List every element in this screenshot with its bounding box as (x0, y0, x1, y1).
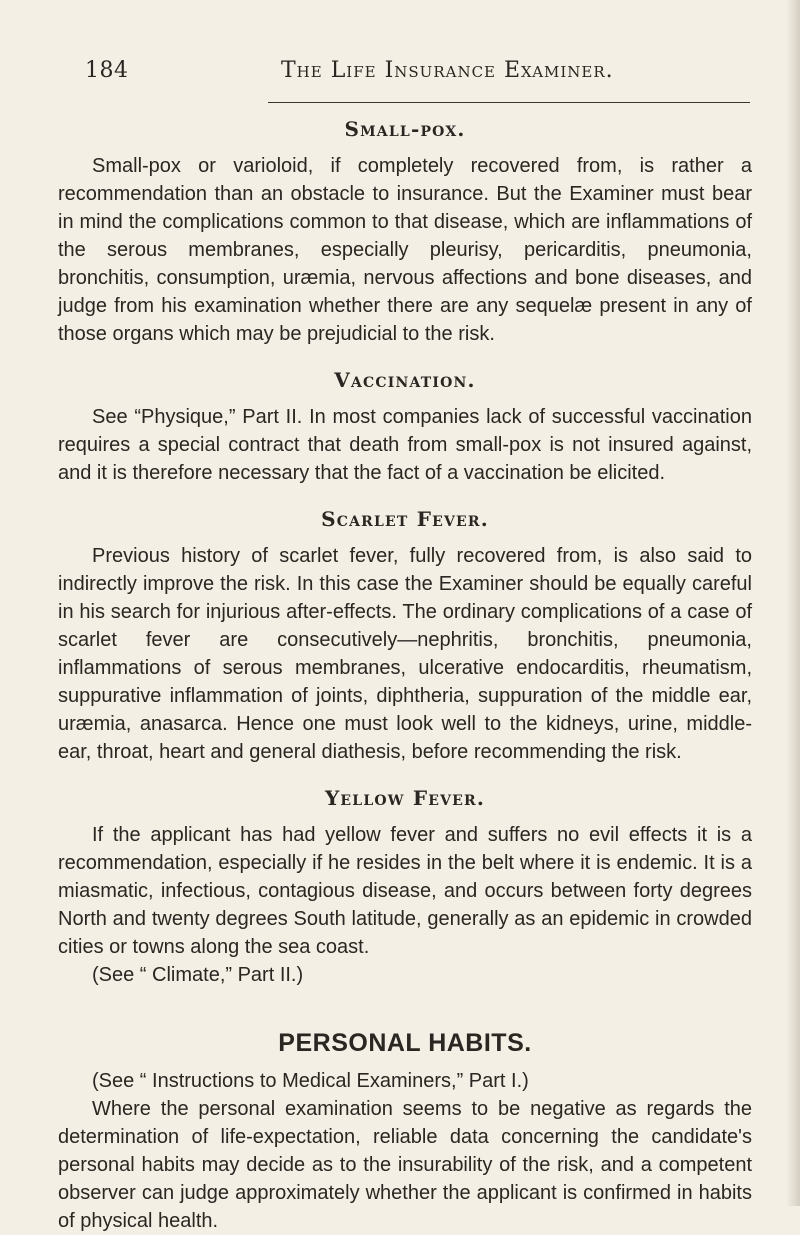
section-gap (58, 487, 752, 504)
paragraph-personal-habits: Where the personal examination seems to be negative as regards the determination of life-expectation, reliable data concerning the candidate's personal habits may decide as to the insurability of the risk, and a competent observer can judge approximately whether the applicant is confirmed in habits of physical health. (58, 1098, 752, 1232)
heading-personal-habits: PERSONAL HABITS. (278, 1029, 532, 1057)
paragraph-smallpox: Small-pox or varioloid, if completely recovered from, is rather a recommendation than an obstacle to insurance. But the Examiner must bear in mind the complications common to that disease, which are inflammations of the serous membranes, especially pleurisy, pericarditis, pneumonia, bronchitis, consumption, uræmia, nervous affections and bone diseases, and judge from his examination whether there are any sequelæ present in any of those organs which may be prejudicial to the risk. (58, 155, 752, 345)
body-text (58, 114, 752, 1235)
heading-smallpox: Small-pox. (344, 117, 466, 141)
reference-climate: (See “ Climate,” Part II.) (92, 964, 304, 986)
heading-scarlet-fever: Scarlet Fever. (321, 507, 489, 531)
running-head (85, 58, 745, 88)
heading-vaccination: Vaccination. (334, 368, 476, 392)
section-gap (58, 766, 752, 783)
section-gap (58, 989, 752, 1023)
page-edge-shadow (786, 0, 800, 1206)
heading-yellow-fever: Yellow Fever. (324, 786, 486, 810)
paragraph-vaccination: See “Physique,” Part II. In most companies lack of successful vaccination requires a special contract that death from small-pox is not insured against, and it is therefore necessary that the fact of a vaccination be elicited. (58, 406, 752, 484)
header-rule (268, 102, 750, 103)
page-number: 184 (85, 58, 129, 83)
paragraph-yellow-fever: If the applicant has had yellow fever and suffers no evil effects it is a recommendation, especially if he resides in the belt where it is endemic. It is a miasmatic, infectious, contagious disease, and occurs between forty degrees North and twenty degrees South latitude, generally as an epidemic in crowded cities or towns along the sea coast. (58, 824, 752, 958)
reference-instructions: (See “ Instructions to Medical Examiners,” Part I.) (92, 1070, 529, 1092)
running-title: The Life Insurance Examiner. (281, 58, 614, 83)
section-gap (58, 348, 752, 365)
paragraph-scarlet-fever: Previous history of scarlet fever, fully recovered from, is also said to indirectly improve the risk. In this case the Examiner should be equally careful in his search for injurious after-effects. The ordinary complications of a case of scarlet fever are consecutively—nephritis, bronchitis, pneumonia, inflammations of serous membranes, ulcerative endocarditis, rheumatism, suppurative inflammation of joints, diphtheria, suppuration of the middle ear, uræmia, anasarca. Hence one must look well to the kidneys, urine, middle-ear, throat, heart and general diathesis, before recommending the risk. (58, 545, 752, 763)
